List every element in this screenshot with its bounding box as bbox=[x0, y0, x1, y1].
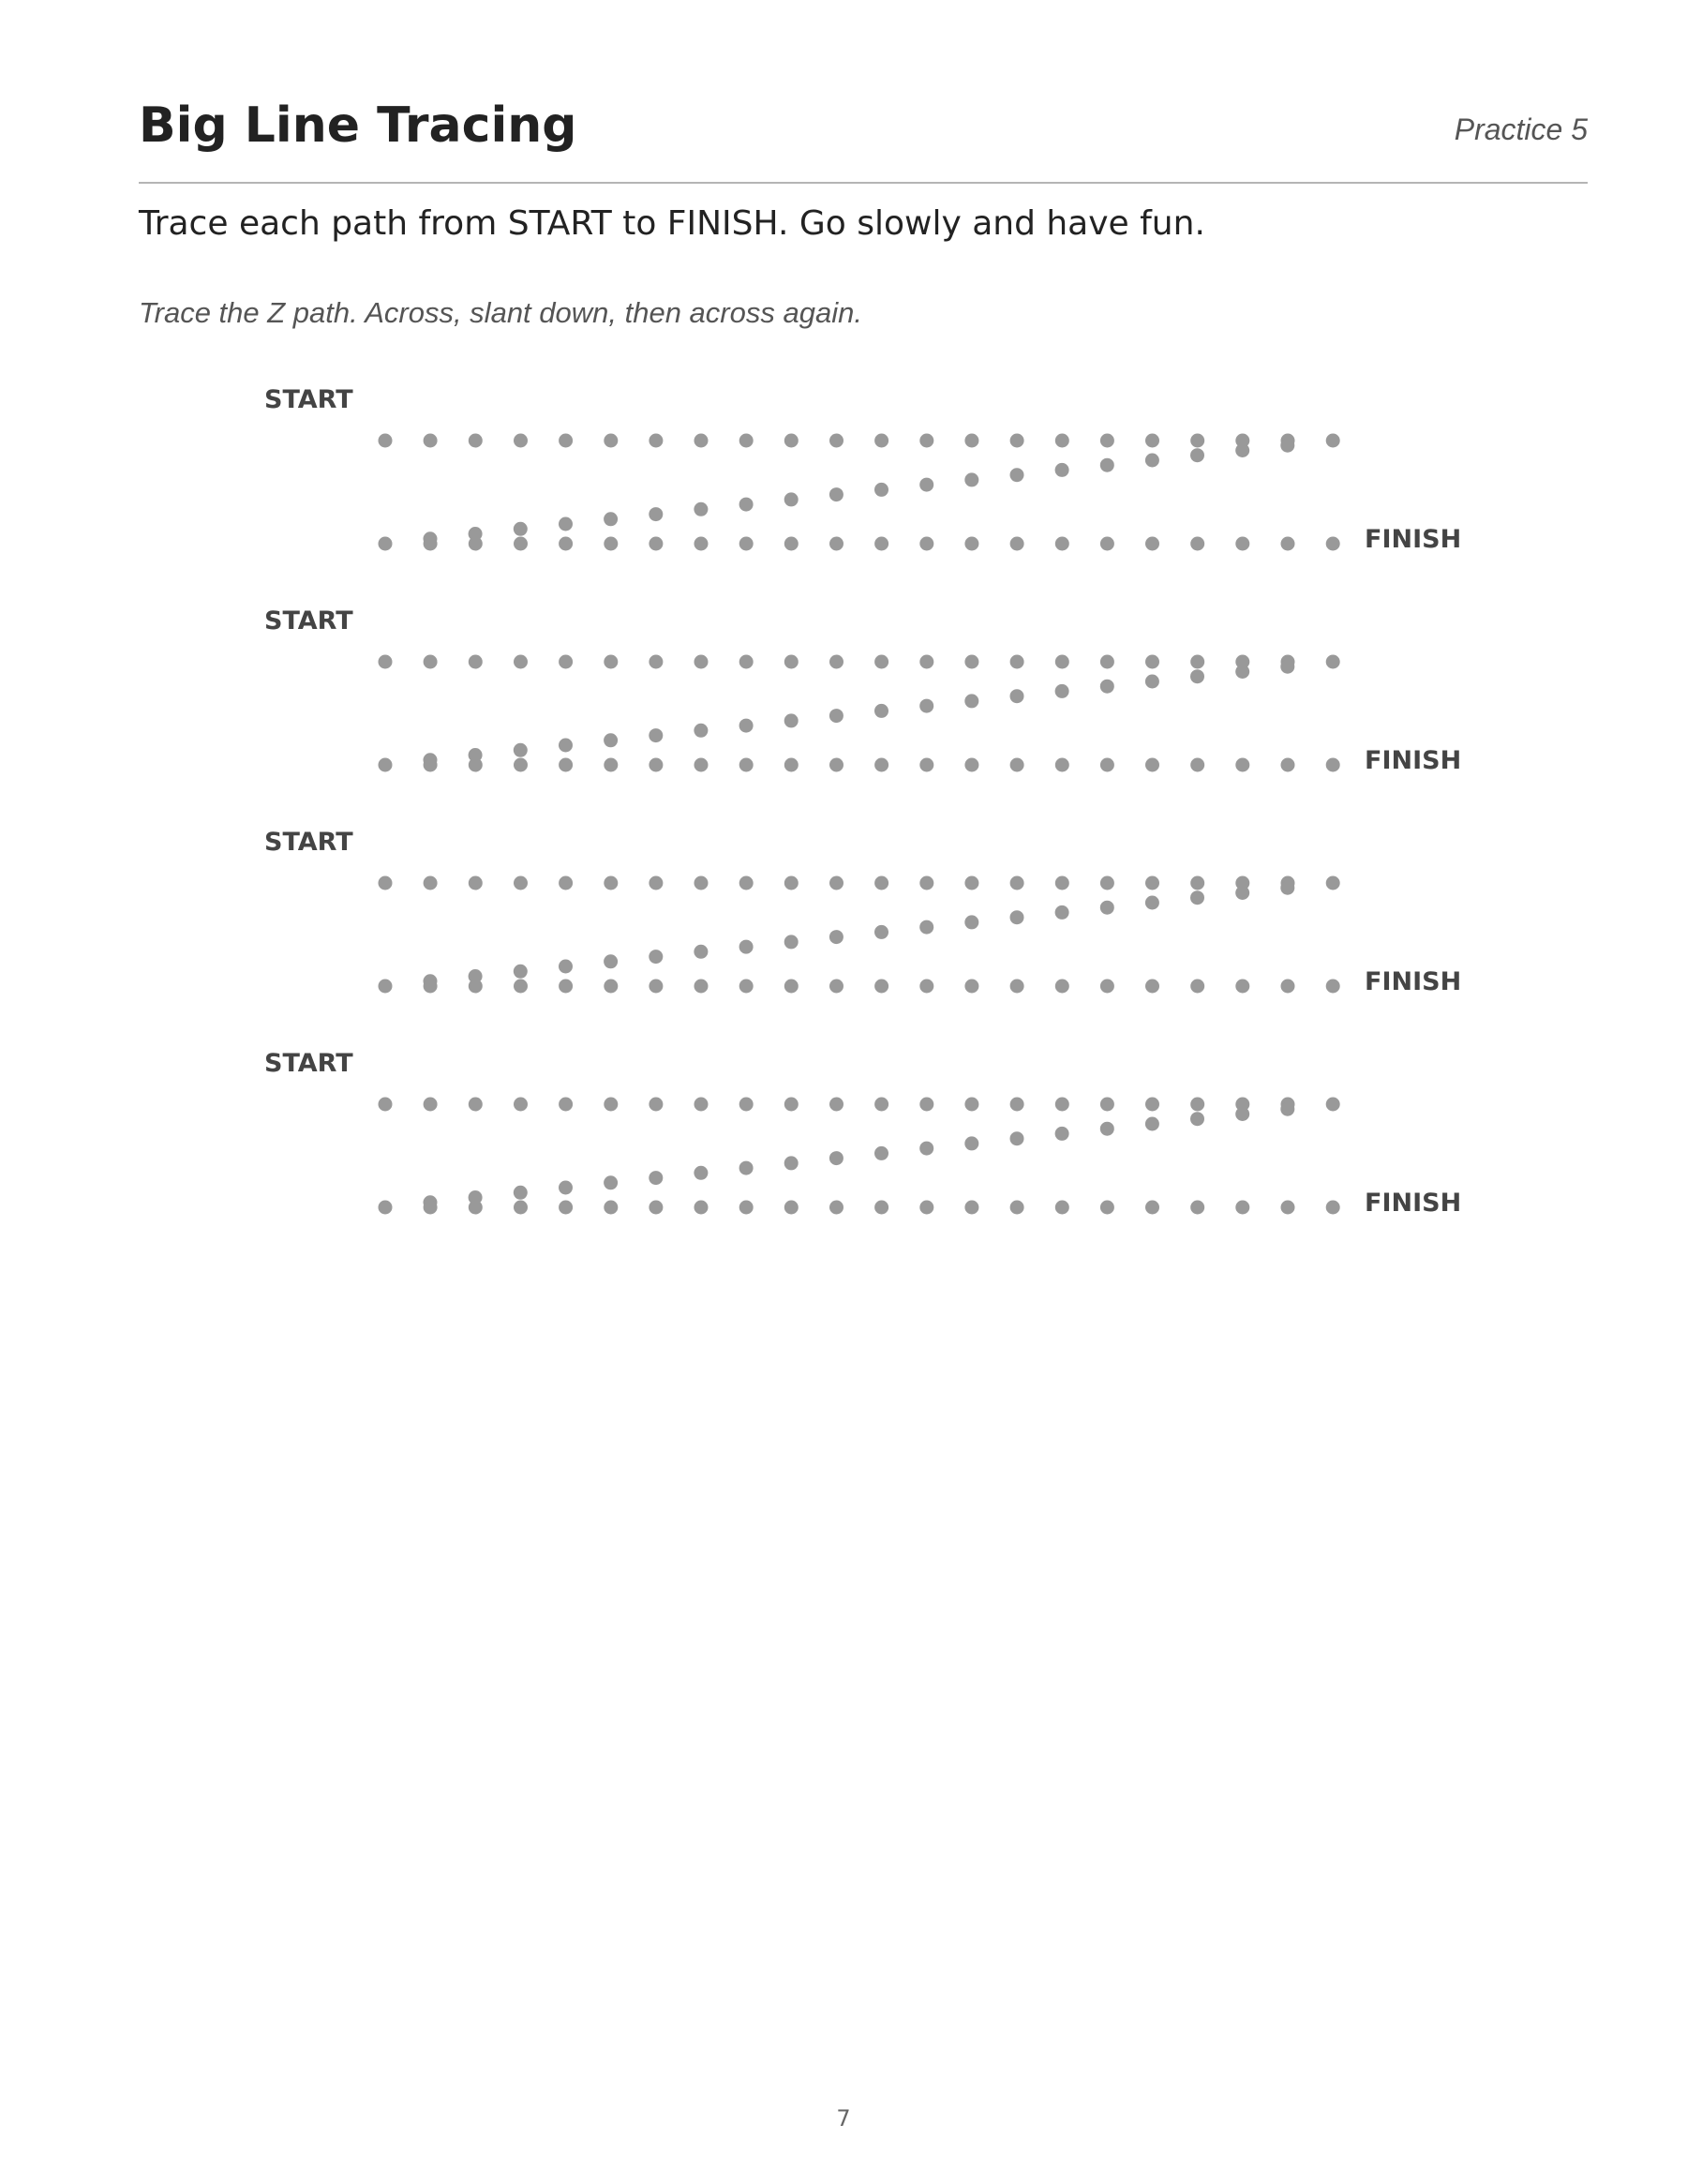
bottom-stroke-dot bbox=[1190, 758, 1204, 772]
slant-stroke-dot bbox=[1010, 910, 1024, 924]
slant-stroke-dot bbox=[919, 1142, 933, 1156]
top-stroke-dot bbox=[559, 1098, 573, 1112]
bottom-stroke-dot bbox=[559, 980, 573, 994]
z-path-2 bbox=[264, 606, 1461, 775]
top-stroke-dot bbox=[649, 655, 663, 669]
bottom-stroke-dot bbox=[694, 980, 709, 994]
slant-stroke-dot bbox=[739, 940, 754, 954]
slant-stroke-dot bbox=[694, 945, 708, 959]
bottom-stroke-dot bbox=[469, 1201, 483, 1215]
bottom-stroke-dot bbox=[649, 758, 663, 772]
top-stroke-dot bbox=[469, 1098, 483, 1112]
top-stroke-dot bbox=[1010, 876, 1024, 890]
slant-stroke-dot bbox=[649, 1171, 663, 1185]
bottom-stroke-dot bbox=[874, 537, 888, 551]
top-stroke-dot bbox=[1010, 655, 1024, 669]
instructions-text: Trace each path from START to FINISH. Go slowly and have fun. bbox=[139, 204, 1205, 243]
bottom-stroke-dot bbox=[829, 537, 844, 551]
bottom-stroke-dot bbox=[514, 980, 528, 994]
top-stroke-dot bbox=[784, 434, 799, 448]
top-stroke-dot bbox=[1055, 1098, 1069, 1112]
slant-stroke-dot bbox=[1280, 660, 1294, 674]
bottom-stroke-dot bbox=[514, 1201, 528, 1215]
slant-stroke-dot bbox=[964, 472, 978, 486]
bottom-stroke-dot bbox=[559, 1201, 573, 1215]
slant-stroke-dot bbox=[1145, 1117, 1159, 1131]
bottom-stroke-dot bbox=[649, 537, 663, 551]
slant-stroke-dot bbox=[1100, 680, 1114, 694]
top-stroke-dot bbox=[379, 655, 393, 669]
bottom-stroke-dot bbox=[694, 537, 709, 551]
slant-stroke-dot bbox=[784, 935, 799, 949]
top-stroke-dot bbox=[1326, 434, 1340, 448]
top-stroke-dot bbox=[694, 876, 709, 890]
page-title: Big Line Tracing bbox=[139, 97, 577, 154]
top-stroke-dot bbox=[379, 1098, 393, 1112]
top-stroke-dot bbox=[469, 655, 483, 669]
bottom-stroke-dot bbox=[964, 980, 978, 994]
top-stroke-dot bbox=[1326, 876, 1340, 890]
finish-label: FINISH bbox=[1365, 525, 1462, 554]
bottom-stroke-dot bbox=[874, 1201, 888, 1215]
bottom-stroke-dot bbox=[1010, 980, 1024, 994]
slant-stroke-dot bbox=[694, 1166, 708, 1180]
slant-stroke-dot bbox=[784, 1156, 799, 1170]
bottom-stroke-dot bbox=[604, 980, 618, 994]
bottom-stroke-dot bbox=[1055, 1201, 1069, 1215]
bottom-stroke-dot bbox=[1235, 1201, 1249, 1215]
top-stroke-dot bbox=[604, 876, 618, 890]
top-stroke-dot bbox=[784, 655, 799, 669]
slant-stroke-dot bbox=[559, 517, 573, 531]
slant-stroke-dot bbox=[514, 522, 528, 536]
slant-stroke-dot bbox=[829, 1151, 844, 1165]
top-stroke-dot bbox=[1100, 655, 1114, 669]
top-stroke-dot bbox=[1326, 655, 1340, 669]
bottom-stroke-dot bbox=[874, 980, 888, 994]
top-stroke-dot bbox=[1100, 876, 1114, 890]
top-stroke-dot bbox=[514, 655, 528, 669]
slant-stroke-dot bbox=[784, 492, 799, 506]
bottom-stroke-dot bbox=[559, 537, 573, 551]
slant-stroke-dot bbox=[739, 719, 754, 733]
bottom-stroke-dot bbox=[649, 1201, 663, 1215]
top-stroke-dot bbox=[469, 434, 483, 448]
top-stroke-dot bbox=[424, 876, 438, 890]
top-stroke-dot bbox=[649, 876, 663, 890]
bottom-stroke-dot bbox=[604, 758, 618, 772]
bottom-stroke-dot bbox=[379, 1201, 393, 1215]
slant-stroke-dot bbox=[874, 1146, 888, 1160]
bottom-stroke-dot bbox=[1235, 980, 1249, 994]
slant-stroke-dot bbox=[964, 694, 978, 708]
top-stroke-dot bbox=[1100, 1098, 1114, 1112]
z-path-3 bbox=[264, 828, 1461, 996]
top-stroke-dot bbox=[874, 655, 888, 669]
top-stroke-dot bbox=[424, 655, 438, 669]
bottom-stroke-dot bbox=[1010, 537, 1024, 551]
top-stroke-dot bbox=[1100, 434, 1114, 448]
slant-stroke-dot bbox=[514, 743, 528, 757]
bottom-stroke-dot bbox=[829, 758, 844, 772]
slant-stroke-dot bbox=[559, 1181, 573, 1195]
slant-stroke-dot bbox=[1055, 684, 1069, 698]
bottom-stroke-dot bbox=[694, 758, 709, 772]
slant-stroke-dot bbox=[919, 920, 933, 935]
slant-stroke-dot bbox=[874, 925, 888, 939]
slant-stroke-dot bbox=[649, 950, 663, 964]
bottom-stroke-dot bbox=[1100, 758, 1114, 772]
top-stroke-dot bbox=[1010, 1098, 1024, 1112]
bottom-stroke-dot bbox=[1055, 537, 1069, 551]
bottom-stroke-dot bbox=[829, 980, 844, 994]
bottom-stroke-dot bbox=[379, 980, 393, 994]
bottom-stroke-dot bbox=[559, 758, 573, 772]
start-label: START bbox=[264, 606, 353, 636]
bottom-stroke-dot bbox=[739, 537, 754, 551]
top-stroke-dot bbox=[739, 434, 754, 448]
bottom-stroke-dot bbox=[1190, 537, 1204, 551]
bottom-stroke-dot bbox=[1326, 758, 1340, 772]
slant-stroke-dot bbox=[649, 507, 663, 521]
top-stroke-dot bbox=[559, 876, 573, 890]
top-stroke-dot bbox=[874, 876, 888, 890]
bottom-stroke-dot bbox=[469, 980, 483, 994]
bottom-stroke-dot bbox=[784, 1201, 799, 1215]
top-stroke-dot bbox=[694, 1098, 709, 1112]
bottom-stroke-dot bbox=[1281, 758, 1295, 772]
bottom-stroke-dot bbox=[739, 758, 754, 772]
start-label: START bbox=[264, 1049, 353, 1078]
top-stroke-dot bbox=[559, 655, 573, 669]
slant-stroke-dot bbox=[829, 487, 844, 501]
bottom-stroke-dot bbox=[784, 758, 799, 772]
top-stroke-dot bbox=[469, 876, 483, 890]
top-stroke-dot bbox=[1055, 434, 1069, 448]
top-stroke-dot bbox=[874, 434, 888, 448]
slant-stroke-dot bbox=[919, 478, 933, 492]
top-stroke-dot bbox=[964, 876, 978, 890]
top-stroke-dot bbox=[514, 434, 528, 448]
top-stroke-dot bbox=[649, 434, 663, 448]
top-stroke-dot bbox=[739, 876, 754, 890]
bottom-stroke-dot bbox=[919, 758, 933, 772]
start-label: START bbox=[264, 828, 353, 857]
top-stroke-dot bbox=[874, 1098, 888, 1112]
slant-stroke-dot bbox=[559, 739, 573, 753]
bottom-stroke-dot bbox=[514, 758, 528, 772]
top-stroke-dot bbox=[1010, 434, 1024, 448]
page-number: 7 bbox=[836, 2105, 851, 2132]
top-stroke-dot bbox=[694, 655, 709, 669]
bottom-stroke-dot bbox=[1235, 758, 1249, 772]
slant-stroke-dot bbox=[874, 483, 888, 497]
slant-stroke-dot bbox=[1145, 454, 1159, 468]
top-stroke-dot bbox=[829, 1098, 844, 1112]
slant-stroke-dot bbox=[694, 502, 708, 516]
bottom-stroke-dot bbox=[1190, 1201, 1204, 1215]
top-stroke-dot bbox=[919, 876, 933, 890]
bottom-stroke-dot bbox=[919, 537, 933, 551]
bottom-stroke-dot bbox=[379, 758, 393, 772]
finish-label: FINISH bbox=[1365, 1189, 1462, 1218]
z-path-1 bbox=[264, 385, 1461, 554]
start-label: START bbox=[264, 385, 353, 414]
slant-stroke-dot bbox=[1280, 881, 1294, 895]
bottom-stroke-dot bbox=[424, 537, 438, 551]
top-stroke-dot bbox=[784, 876, 799, 890]
bottom-stroke-dot bbox=[919, 1201, 933, 1215]
bottom-stroke-dot bbox=[604, 1201, 618, 1215]
bottom-stroke-dot bbox=[469, 537, 483, 551]
bottom-stroke-dot bbox=[1281, 537, 1295, 551]
exercise-prompt: Trace the Z path. Across, slant down, then across again. bbox=[139, 296, 862, 329]
slant-stroke-dot bbox=[829, 930, 844, 944]
slant-stroke-dot bbox=[1280, 439, 1294, 453]
top-stroke-dot bbox=[424, 434, 438, 448]
bottom-stroke-dot bbox=[874, 758, 888, 772]
slant-stroke-dot bbox=[874, 704, 888, 718]
slant-stroke-dot bbox=[559, 960, 573, 974]
top-stroke-dot bbox=[739, 655, 754, 669]
bottom-stroke-dot bbox=[1055, 980, 1069, 994]
slant-stroke-dot bbox=[1010, 468, 1024, 482]
finish-label: FINISH bbox=[1365, 746, 1462, 775]
slant-stroke-dot bbox=[1190, 1112, 1204, 1126]
top-stroke-dot bbox=[964, 655, 978, 669]
slant-stroke-dot bbox=[829, 709, 844, 723]
top-stroke-dot bbox=[1145, 876, 1159, 890]
top-stroke-dot bbox=[694, 434, 709, 448]
bottom-stroke-dot bbox=[964, 537, 978, 551]
bottom-stroke-dot bbox=[694, 1201, 709, 1215]
bottom-stroke-dot bbox=[1145, 980, 1159, 994]
slant-stroke-dot bbox=[604, 954, 618, 968]
top-stroke-dot bbox=[379, 876, 393, 890]
slant-stroke-dot bbox=[1100, 1122, 1114, 1136]
bottom-stroke-dot bbox=[784, 537, 799, 551]
top-stroke-dot bbox=[1190, 876, 1204, 890]
slant-stroke-dot bbox=[694, 724, 708, 738]
slant-stroke-dot bbox=[1010, 689, 1024, 703]
finish-label: FINISH bbox=[1365, 967, 1462, 996]
top-stroke-dot bbox=[829, 876, 844, 890]
top-stroke-dot bbox=[1055, 655, 1069, 669]
bottom-stroke-dot bbox=[514, 537, 528, 551]
bottom-stroke-dot bbox=[1055, 758, 1069, 772]
slant-stroke-dot bbox=[1190, 890, 1204, 905]
top-stroke-dot bbox=[379, 434, 393, 448]
top-stroke-dot bbox=[829, 434, 844, 448]
bottom-stroke-dot bbox=[1326, 537, 1340, 551]
bottom-stroke-dot bbox=[1145, 537, 1159, 551]
bottom-stroke-dot bbox=[424, 1201, 438, 1215]
top-stroke-dot bbox=[829, 655, 844, 669]
top-stroke-dot bbox=[919, 655, 933, 669]
bottom-stroke-dot bbox=[1281, 1201, 1295, 1215]
top-stroke-dot bbox=[739, 1098, 754, 1112]
slant-stroke-dot bbox=[514, 1186, 528, 1200]
slant-stroke-dot bbox=[964, 915, 978, 929]
bottom-stroke-dot bbox=[469, 758, 483, 772]
bottom-stroke-dot bbox=[1100, 980, 1114, 994]
practice-label: Practice 5 bbox=[1454, 112, 1588, 146]
top-stroke-dot bbox=[784, 1098, 799, 1112]
slant-stroke-dot bbox=[964, 1136, 978, 1150]
slant-stroke-dot bbox=[1145, 675, 1159, 689]
bottom-stroke-dot bbox=[424, 980, 438, 994]
bottom-stroke-dot bbox=[784, 980, 799, 994]
bottom-stroke-dot bbox=[1281, 980, 1295, 994]
slant-stroke-dot bbox=[739, 1161, 754, 1175]
slant-stroke-dot bbox=[784, 713, 799, 727]
bottom-stroke-dot bbox=[604, 537, 618, 551]
bottom-stroke-dot bbox=[1145, 1201, 1159, 1215]
bottom-stroke-dot bbox=[1326, 980, 1340, 994]
top-stroke-dot bbox=[1190, 655, 1204, 669]
slant-stroke-dot bbox=[1190, 448, 1204, 462]
bottom-stroke-dot bbox=[739, 980, 754, 994]
top-stroke-dot bbox=[1055, 876, 1069, 890]
slant-stroke-dot bbox=[1055, 905, 1069, 920]
top-stroke-dot bbox=[559, 434, 573, 448]
slant-stroke-dot bbox=[604, 733, 618, 747]
top-stroke-dot bbox=[1145, 655, 1159, 669]
slant-stroke-dot bbox=[739, 498, 754, 512]
bottom-stroke-dot bbox=[1190, 980, 1204, 994]
bottom-stroke-dot bbox=[1100, 1201, 1114, 1215]
slant-stroke-dot bbox=[1010, 1131, 1024, 1145]
slant-stroke-dot bbox=[604, 1175, 618, 1189]
top-stroke-dot bbox=[604, 1098, 618, 1112]
top-stroke-dot bbox=[1190, 1098, 1204, 1112]
bottom-stroke-dot bbox=[964, 758, 978, 772]
bottom-stroke-dot bbox=[964, 1201, 978, 1215]
slant-stroke-dot bbox=[919, 699, 933, 713]
top-stroke-dot bbox=[919, 1098, 933, 1112]
bottom-stroke-dot bbox=[829, 1201, 844, 1215]
top-stroke-dot bbox=[1190, 434, 1204, 448]
top-stroke-dot bbox=[604, 655, 618, 669]
tracing-paths bbox=[264, 385, 1461, 1218]
top-stroke-dot bbox=[1326, 1098, 1340, 1112]
slant-stroke-dot bbox=[649, 728, 663, 742]
top-stroke-dot bbox=[424, 1098, 438, 1112]
slant-stroke-dot bbox=[1235, 443, 1249, 457]
slant-stroke-dot bbox=[604, 512, 618, 526]
slant-stroke-dot bbox=[1100, 901, 1114, 915]
bottom-stroke-dot bbox=[424, 758, 438, 772]
top-stroke-dot bbox=[604, 434, 618, 448]
bottom-stroke-dot bbox=[1010, 1201, 1024, 1215]
slant-stroke-dot bbox=[1100, 458, 1114, 472]
bottom-stroke-dot bbox=[919, 980, 933, 994]
slant-stroke-dot bbox=[1280, 1102, 1294, 1116]
bottom-stroke-dot bbox=[1100, 537, 1114, 551]
z-path-4 bbox=[264, 1049, 1461, 1218]
slant-stroke-dot bbox=[1235, 1107, 1249, 1121]
bottom-stroke-dot bbox=[1326, 1201, 1340, 1215]
bottom-stroke-dot bbox=[1010, 758, 1024, 772]
bottom-stroke-dot bbox=[379, 537, 393, 551]
top-stroke-dot bbox=[1145, 1098, 1159, 1112]
slant-stroke-dot bbox=[1055, 463, 1069, 477]
slant-stroke-dot bbox=[1145, 896, 1159, 910]
bottom-stroke-dot bbox=[739, 1201, 754, 1215]
bottom-stroke-dot bbox=[1235, 537, 1249, 551]
slant-stroke-dot bbox=[514, 965, 528, 979]
top-stroke-dot bbox=[919, 434, 933, 448]
slant-stroke-dot bbox=[1055, 1127, 1069, 1141]
slant-stroke-dot bbox=[1235, 886, 1249, 900]
slant-stroke-dot bbox=[1235, 665, 1249, 679]
slant-stroke-dot bbox=[1190, 669, 1204, 683]
top-stroke-dot bbox=[1145, 434, 1159, 448]
bottom-stroke-dot bbox=[649, 980, 663, 994]
top-stroke-dot bbox=[514, 876, 528, 890]
top-stroke-dot bbox=[964, 1098, 978, 1112]
top-stroke-dot bbox=[964, 434, 978, 448]
top-stroke-dot bbox=[514, 1098, 528, 1112]
bottom-stroke-dot bbox=[1145, 758, 1159, 772]
top-stroke-dot bbox=[649, 1098, 663, 1112]
